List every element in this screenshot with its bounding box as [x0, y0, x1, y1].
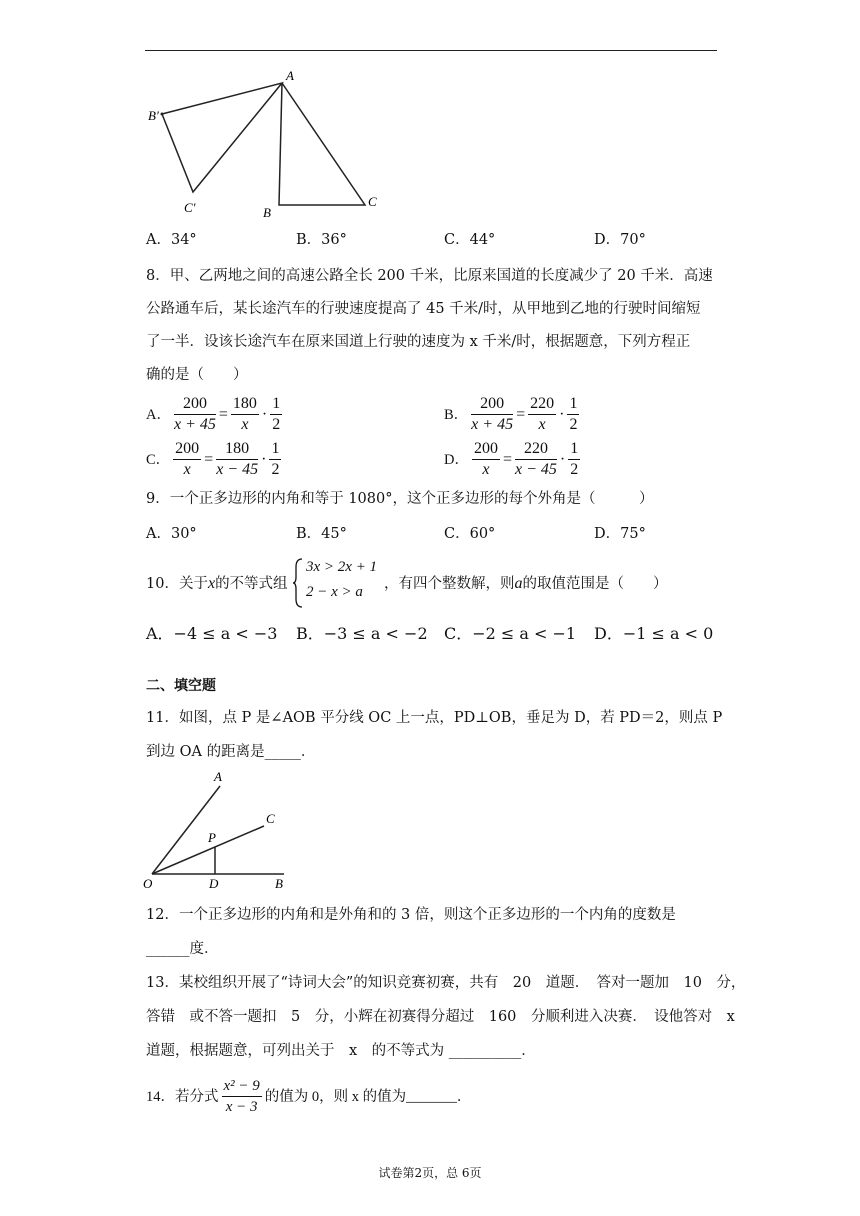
q12-line-1: 12．一个正多边形的内角和是外角和的 3 倍，则这个正多边形的一个内角的度数是: [146, 907, 676, 923]
top-rule: [145, 50, 717, 51]
q8-line-2: 公路通车后，某长途汽车的行驶速度提高了 45 千米/时，从甲地到乙地的行驶时间缩短: [146, 301, 701, 317]
q8-option-a: A． $\frac{200}{x + 45}$ = $\frac{180}{x}$ · $\frac{1}{2}$: [146, 395, 281, 433]
q9-option-b: B．45°: [296, 526, 347, 542]
q13-line-3: 道题，根据题意，可列出关于 x 的不等式为 __________．: [146, 1043, 536, 1059]
triangle-ab'c': [162, 83, 282, 192]
q9-option-c: C．60°: [444, 526, 496, 542]
label-A: A: [286, 68, 294, 83]
q10-option-d: D．−1 ≤ a < 0: [594, 624, 714, 643]
q10-prefix: 10．关于x的不等式组: [146, 575, 288, 592]
q13-line-1: 13．某校组织开展了“诗词大会”的知识竞赛初赛，共有 20 道题． 答对一题加 10 分，: [146, 975, 746, 991]
q7-option-a: A．34°: [146, 232, 197, 248]
label-Cprime: C′: [184, 200, 196, 215]
brace-icon: [292, 557, 304, 609]
q7-option-d: D．70°: [594, 232, 646, 248]
q12-line-2: ______度．: [146, 941, 219, 957]
q10-inequality-1: 3x > 2x + 1: [306, 559, 378, 575]
q8-option-b: B． $\frac{200}{x + 45}$ = $\frac{220}{x}$ · $\frac{1}{2}$: [444, 395, 578, 433]
angle-bisector-figure: [140, 766, 300, 892]
q10-option-c: C．−2 ≤ a < −1: [444, 624, 577, 643]
label-B: B: [275, 876, 283, 891]
q9-option-a: A．30°: [146, 526, 197, 542]
label-C: C: [266, 811, 275, 826]
q11-line-2: 到边 OA 的距离是_____．: [146, 744, 316, 760]
q10-suffix: ，有四个整数解，则a的取值范围是（ ）: [384, 575, 668, 592]
q8-option-c: C． $\frac{200}{x}$ = $\frac{180}{x - 45}$ · $\frac{1}{2}$: [146, 440, 280, 478]
q14: 14．若分式 $\frac{\text{x² − 9}}{x - 3}$ 的值为 0，则 x 的值为_______．: [146, 1078, 472, 1115]
triangle-abc: [279, 83, 365, 205]
label-O: O: [143, 876, 153, 891]
q10-inequality-2: 2 − x > a: [306, 584, 363, 600]
q8-option-d: D． $\frac{200}{x}$ = $\frac{220}{x - 45}$ · $\frac{1}{2}$: [444, 440, 579, 478]
q11-line-1: 11．如图，点 P 是∠AOB 平分线 OC 上一点，PD⊥OB，垂足为 D，若 PD＝2，则点 P: [146, 710, 723, 726]
q8-line-3: 了一半．设该长途汽车在原来国道上行驶的速度为 x 千米/时，根据题意，下列方程正: [146, 334, 691, 350]
q13-line-2: 答错 或不答一题扣 5 分，小辉在初赛得分超过 160 分顺利进入决赛． 设他答对 x: [146, 1009, 735, 1025]
q10-option-b: B．−3 ≤ a < −2: [296, 624, 428, 643]
rotation-figure: [140, 66, 390, 226]
q10-option-a: A．−4 ≤ a < −3: [146, 624, 278, 643]
q8-line-1: 8．甲、乙两地之间的高速公路全长 200 千米，比原来国道的长度减少了 20 千米．高速: [146, 268, 713, 284]
label-B: B: [263, 205, 271, 220]
label-Bprime: B′: [148, 108, 159, 123]
q7-option-b: B．36°: [296, 232, 347, 248]
label-D: D: [209, 876, 219, 891]
label-C: C: [368, 194, 377, 209]
section-title: 二、填空题: [146, 678, 216, 694]
label-A: A: [214, 769, 222, 784]
q8-line-4: 确的是（ ）: [146, 367, 248, 383]
q9-text: 9．一个正多边形的内角和等于 1080°，这个正多边形的每个外角是（ ）: [146, 491, 654, 507]
label-P: P: [208, 830, 216, 845]
page-footer: 试卷第2页，总 6页: [378, 1166, 482, 1180]
q9-option-d: D．75°: [594, 526, 646, 542]
q7-option-c: C．44°: [444, 232, 496, 248]
